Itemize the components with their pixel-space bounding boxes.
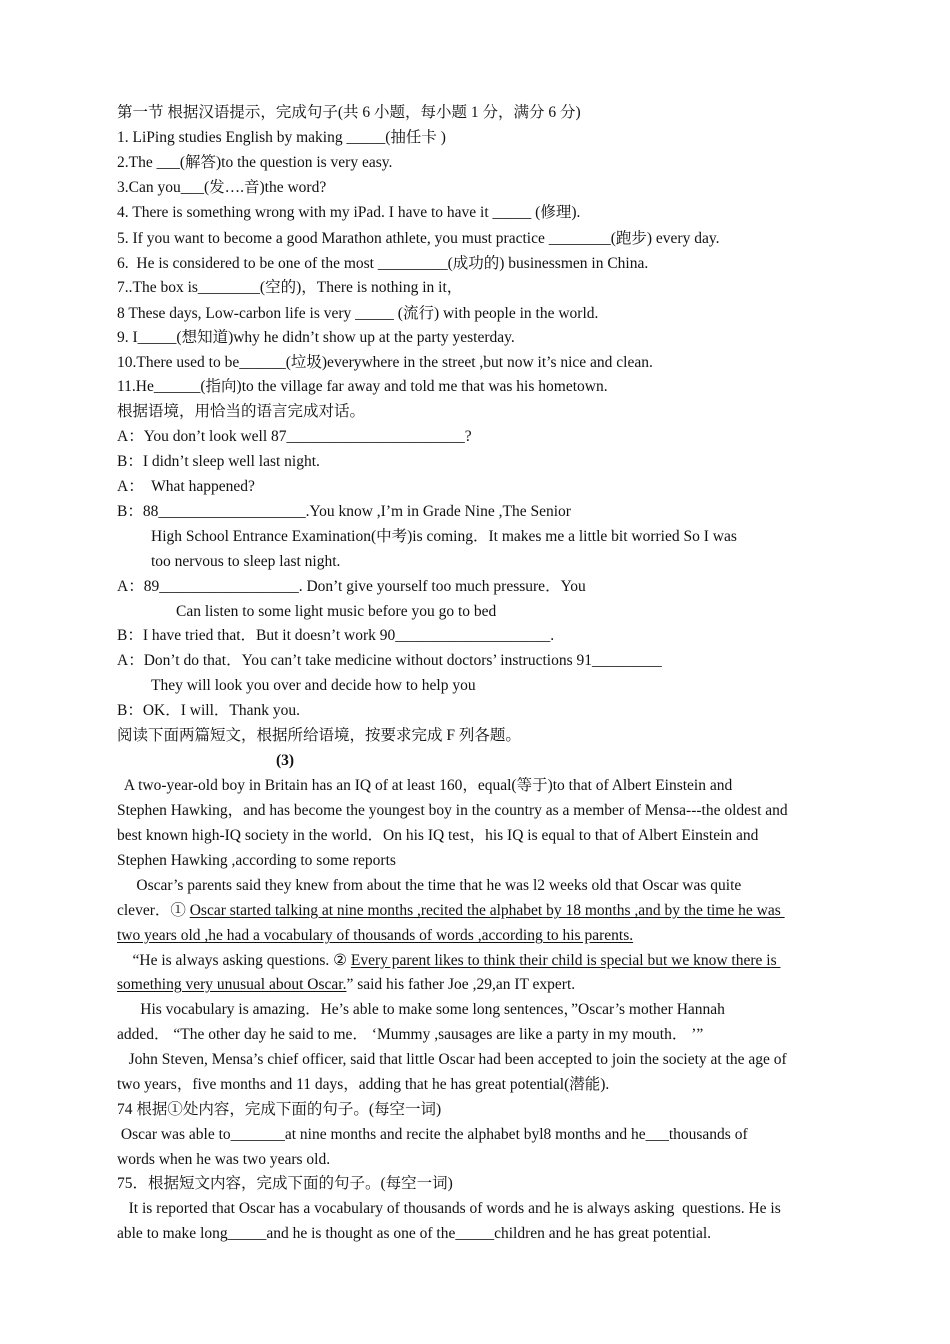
question-75-line: It is reported that Oscar has a vocabulary of thousands of words and he is always asking questions. He is <box>117 1200 781 1217</box>
underlined-sentence-2: something very unusual about Oscar. <box>117 976 347 993</box>
passage-line <box>117 951 780 971</box>
passage-text: clever．① <box>117 902 190 919</box>
passage-line: A two-year-old boy in Britain has an IQ of at least 160，equal(等于)to that of Albert Einstein and <box>117 777 733 794</box>
dialog-line: Can listen to some light music before you go to bed <box>176 603 497 620</box>
passage-line: His vocabulary is amazing．He’s able to make some long sentences，”Oscar’s mother Hannah <box>117 1001 725 1018</box>
question-74-line: Oscar was able to_______at nine months and recite the alphabet byl8 months and he___thousands of <box>117 1126 748 1143</box>
passage-line: added． “The other day he said to me． ‘Mummy ,sausages are like a party in my mouth． ’” <box>117 1026 704 1043</box>
dialog-line: B：88___________________.You know ,I’m in Grade Nine ,The Senior <box>117 503 571 520</box>
dialog-line: A：You don’t look well 87_______________________? <box>117 428 472 445</box>
underlined-sentence-2: Every parent likes to think their child is special but we know there is <box>350 952 781 969</box>
passage-line <box>117 926 633 946</box>
fill-item: 1. LiPing studies English by making _____(抽任卡 ) <box>117 129 446 146</box>
fill-item: 9. I_____(想知道)why he didn’t show up at the party yesterday. <box>117 329 515 346</box>
passage-line: best known high-IQ society in the world．On his IQ test，his IQ is equal to that of Albert Einstein and <box>117 827 759 844</box>
passage-line: two years，five months and 11 days，adding that he has great potential(潜能). <box>117 1076 610 1093</box>
dialog-line: A：Don’t do that．You can’t take medicine without doctors’ instructions 91_________ <box>117 652 662 669</box>
passage-line: Stephen Hawking，and has become the youngest boy in the country as a member of Mensa---the oldest and <box>117 802 788 819</box>
fill-item: 10.There used to be______(垃圾)everywhere in the street ,but now it’s nice and clean. <box>117 354 653 371</box>
dialog-line: A：89__________________. Don’t give yourself too much pressure．You <box>117 578 586 595</box>
dialog-line: They will look you over and decide how to help you <box>151 677 476 694</box>
passage-line: Oscar’s parents said they knew from about the time that he was l2 weeks old that Oscar was quite <box>117 877 742 894</box>
underlined-sentence-1: Oscar started talking at nine months ,recited the alphabet by 18 months ,and by the time he was <box>189 902 785 919</box>
reading-heading: 阅读下面两篇短文，根据所给语境，按要求完成 F 列各题。 <box>117 727 521 744</box>
section-heading: 第一节 根据汉语提示，完成句子(共 6 小题，每小题 1 分，满分 6 分) <box>117 104 581 121</box>
passage-line <box>117 901 785 921</box>
passage-line: Stephen Hawking ,according to some reports <box>117 852 396 869</box>
fill-item: 11.He______(指向)to the village far away and told me that was his hometown. <box>117 378 608 395</box>
question-74-prompt: 74 根据①处内容，完成下面的句子。(每空一词) <box>117 1101 442 1118</box>
dialog-line: B：OK．I will．Thank you. <box>117 702 300 719</box>
fill-item: 2.The ___(解答)to the question is very easy. <box>117 154 393 171</box>
question-74-line: words when he was two years old. <box>117 1151 331 1168</box>
passage-number: (3) <box>276 752 295 769</box>
passage-text: “He is always asking questions. ② <box>117 952 351 969</box>
fill-item: 3.Can you___(发….音)the word? <box>117 179 327 196</box>
passage-text: ” said his father Joe ,29,an IT expert. <box>346 976 576 993</box>
fill-item: 6. He is considered to be one of the most _________(成功的) businessmen in China. <box>117 255 649 272</box>
fill-item: 8 These days, Low-carbon life is very _____ (流行) with people in the world. <box>117 305 599 322</box>
passage-line: John Steven, Mensa’s chief officer, said that little Oscar had been accepted to join the society at the age of <box>117 1051 787 1068</box>
dialog-line: B：I have tried that．But it doesn’t work 90____________________. <box>117 627 555 644</box>
dialog-line: B：I didn’t sleep well last night. <box>117 453 320 470</box>
fill-item: 4. There is something wrong with my iPad. I have to have it _____ (修理). <box>117 204 581 221</box>
dialog-heading: 根据语境，用恰当的语言完成对话。 <box>117 403 366 420</box>
fill-item: 7..The box is________(空的)，There is nothing in it， <box>117 279 463 296</box>
fill-item: 5. If you want to become a good Marathon athlete, you must practice ________(跑步) every day. <box>117 230 720 247</box>
dialog-line: A： What happened? <box>117 478 255 495</box>
passage-line <box>117 975 575 995</box>
dialog-line: too nervous to sleep last night. <box>151 553 341 570</box>
underlined-sentence-1: two years old ,he had a vocabulary of thousands of words ,according to his parents. <box>117 927 634 944</box>
question-75-line: able to make long_____and he is thought as one of the_____children and he has great potential. <box>117 1225 712 1242</box>
dialog-line: High School Entrance Examination(中考)is coming．It makes me a little bit worried So I was <box>151 528 737 545</box>
question-75-prompt: 75．根据短文内容，完成下面的句子。(每空一词) <box>117 1175 453 1192</box>
